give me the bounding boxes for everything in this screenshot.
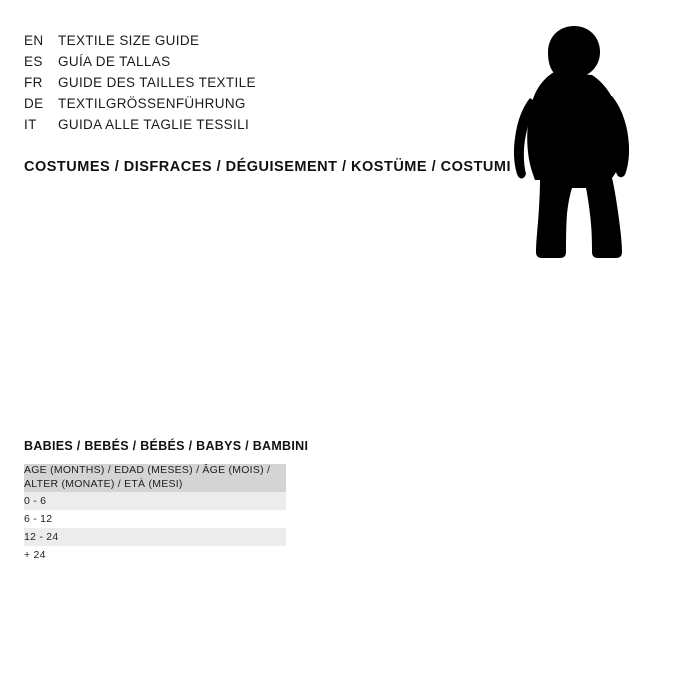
language-code: EN <box>24 33 44 48</box>
language-code: DE <box>24 96 44 111</box>
table-cell-age-range: + 24 <box>24 546 286 564</box>
language-label: TEXTILE SIZE GUIDE <box>58 33 200 48</box>
language-label: GUIDE DES TAILLES TEXTILE <box>58 75 256 90</box>
table-cell-age-range: 12 - 24 <box>24 528 286 546</box>
table-row <box>24 546 286 564</box>
language-code: ES <box>24 54 43 69</box>
table-row <box>24 492 286 510</box>
table-title: BABIES / BEBÉS / BÉBÉS / BABYS / BAMBINI <box>24 439 309 453</box>
language-row-en <box>24 33 464 54</box>
language-label: GUÍA DE TALLAS <box>58 54 171 69</box>
language-row-fr <box>24 75 464 96</box>
language-code: FR <box>24 75 43 90</box>
category-heading: COSTUMES / DISFRACES / DÉGUISEMENT / KOSTÜME / COSTUMI <box>24 159 511 175</box>
language-label: GUIDA ALLE TAGLIE TESSILI <box>58 117 250 132</box>
language-row-de <box>24 96 464 117</box>
language-label: TEXTILGRÖSSENFÜHRUNG <box>58 96 246 111</box>
toddler-silhouette-icon <box>500 22 640 262</box>
table-cell-age-range: 0 - 6 <box>24 492 286 510</box>
language-row-it <box>24 117 464 138</box>
table-header-cell: AGE (MONTHS) / EDAD (MESES) / ÂGE (MOIS) / ALTER (MONATE) / ETÀ (MESI) <box>24 464 286 492</box>
size-table <box>24 464 286 564</box>
table-row <box>24 510 286 528</box>
language-row-es <box>24 54 464 75</box>
table-header-row <box>24 464 286 492</box>
table-cell-age-range: 6 - 12 <box>24 510 286 528</box>
language-code: IT <box>24 117 37 132</box>
language-list <box>24 33 464 138</box>
table-row <box>24 528 286 546</box>
